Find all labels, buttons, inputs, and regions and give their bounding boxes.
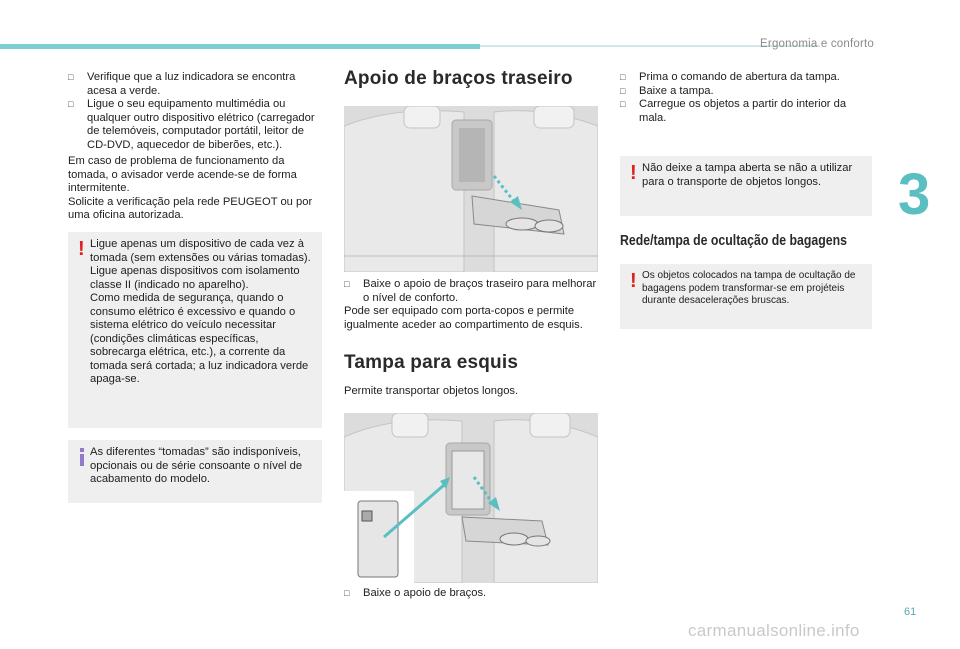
paragraph: Permite transportar objetos longos. [344,385,519,397]
column-3 [620,71,870,125]
chapter-number: 3 [898,162,931,227]
checkbox-square-icon: □ [620,85,626,96]
warning-box [620,264,872,329]
column-2-text [344,278,600,332]
rear-armrest-illustration [344,106,598,272]
column-1 [68,71,324,223]
checkbox-square-icon: □ [344,588,350,598]
bullet-item: □ Baixe o apoio de braços. [344,587,487,599]
warning-box [620,156,872,216]
warning-text: Como medida de segurança, quando o consumo elétrico é excessivo e quando o sistema elétrico do veículo necessitar (condições climáticas específicas, sobrecarga elétrica, etc.), a corrente da tomada será cortada; a luz indicadora verde apaga-se. [90,292,309,385]
bullet-item: □ Prima o comando de abertura da tampa. [620,71,840,83]
exclamation-icon: ! [630,270,637,292]
exclamation-icon: ! [78,238,85,260]
header-accent-bar [0,44,480,49]
warning-text: Os objetos colocados na tampa de ocultação de bagagens podem transformar-se em projéteis durante desacelerações bruscas. [642,270,856,306]
bullet-item: □ Baixe o apoio de braços traseiro para melhorar o nível de conforto. [344,278,597,304]
checkbox-square-icon: □ [344,279,350,289]
heading-rear-armrest: Apoio de braços traseiro [344,68,573,89]
rear-seat-drawing [344,106,598,272]
checkbox-square-icon: □ [620,72,626,82]
warning-text: Ligue apenas um dispositivo de cada vez à tomada (sem extensões ou várias tomadas). [90,238,311,264]
heading-ski-flap: Tampa para esquis [344,352,519,373]
ski-flap-drawing [344,413,598,583]
warning-box [68,232,322,428]
bullet-item: □ Verifique que a luz indicadora se encontra acesa a verde. [68,71,296,97]
checkbox-square-icon: □ [68,99,74,109]
checkbox-square-icon: □ [620,99,626,109]
paragraph: Pode ser equipado com porta-copos e permite igualmente aceder ao compartimento de esquis. [344,305,583,331]
section-title: Ergonomia e conforto [760,38,874,50]
bullet-item: □ Carregue os objetos a partir do interior da mala. [620,98,847,124]
ski-flap-illustration [344,413,598,583]
checkbox-square-icon: □ [68,72,74,82]
paragraph: Em caso de problema de funcionamento da tomada, o avisador verde acende-se de forma intermitente. [68,155,297,194]
warning-text: Não deixe a tampa aberta se não a utilizar para o transporte de objetos longos. [642,162,853,188]
exclamation-icon: ! [630,162,637,184]
column-2-caption [344,587,600,601]
page-number: 61 [904,606,917,618]
heading-luggage-cover: Rede/tampa de ocultação de bagagens [620,232,847,249]
watermark: carmanualsonline.info [688,621,860,640]
bullet-item: □ Ligue o seu equipamento multimédia ou qualquer outro dispositivo elétrico (carregador de telemóveis, computador portátil, leitor de CD-DVD, aquecedor de biberões, etc.). [68,98,315,151]
info-box [68,440,322,503]
info-text: As diferentes “tomadas” são indisponíveis, opcionais ou de série consoante o nível de acabamento do modelo. [90,446,303,485]
warning-text: Ligue apenas dispositivos com isolamento classe II (indicado no aparelho). [90,265,300,291]
paragraph: Solicite a verificação pela rede PEUGEOT ou por uma oficina autorizada. [68,195,313,221]
bullet-item: □ Baixe a tampa. [620,84,714,97]
